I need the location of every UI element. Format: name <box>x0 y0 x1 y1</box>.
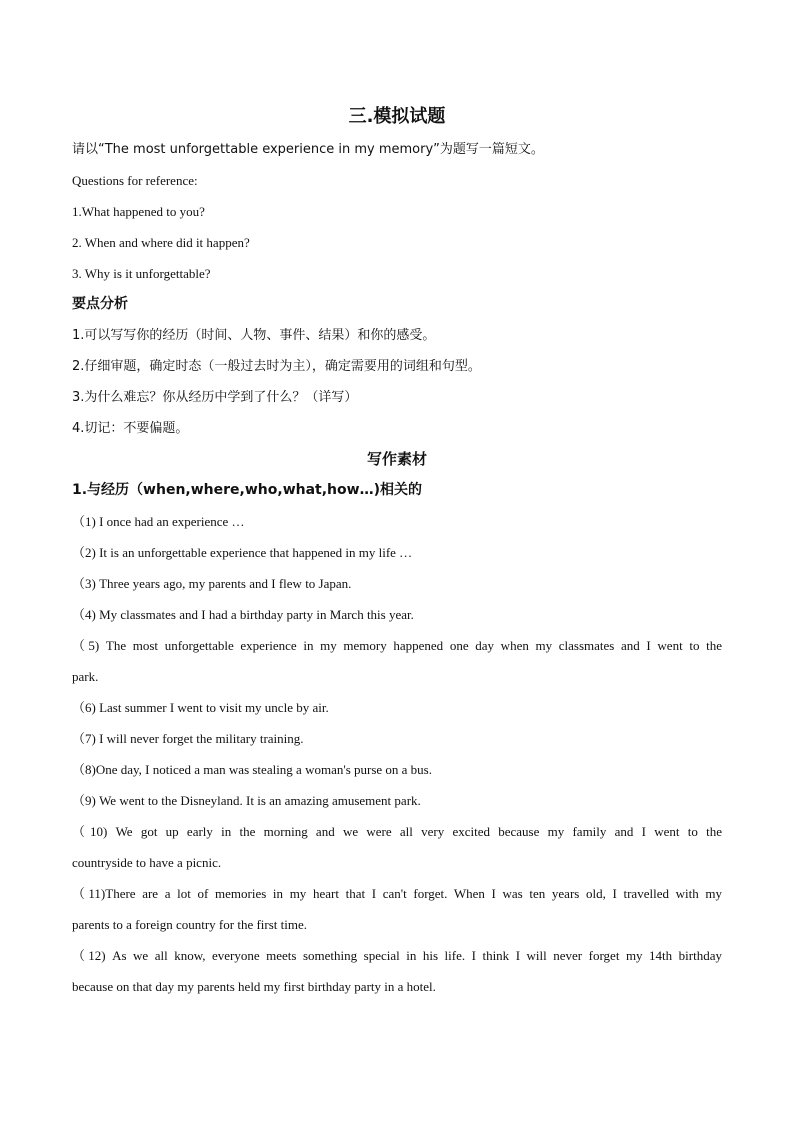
questions-heading: Questions for reference: <box>72 173 198 188</box>
sentence-10-line-2: countryside to have a picnic. <box>72 855 222 870</box>
sentence-1: （1) I once had an experience … <box>72 514 245 529</box>
sentence-8: （8)One day, I noticed a man was stealing a woman's purse on a bus. <box>72 762 432 777</box>
analysis-point-1: 1.可以写写你的经历（时间、人物、事件、结果）和你的感受。 <box>72 328 436 343</box>
sentence-5-line-2: park. <box>72 669 99 684</box>
sentence-9: （9) We went to the Disneyland. It is an amazing amusement park. <box>72 793 421 808</box>
analysis-point-4: 4.切记：不要偏题。 <box>72 421 189 436</box>
sentence-5-line-1: （5) The most unforgettable experience in my memory happened one day when my classmates and I went to the <box>72 638 722 653</box>
question-2: 2. When and where did it happen? <box>72 235 250 250</box>
sentence-6: （6) Last summer I went to visit my uncle by air. <box>72 700 329 715</box>
page-title: 三.模拟试题 <box>348 106 446 127</box>
materials-section-1-heading: 1.与经历（when,where,who,what,how…)相关的 <box>72 482 422 498</box>
question-1: 1.What happened to you? <box>72 204 205 219</box>
sentence-4: （4) My classmates and I had a birthday party in March this year. <box>72 607 414 622</box>
sentence-12-line-2: because on that day my parents held my first birthday party in a hotel. <box>72 979 436 994</box>
sentence-3: （3) Three years ago, my parents and I flew to Japan. <box>72 576 352 591</box>
sentence-12-line-1: （12) As we all know, everyone meets something special in his life. I think I will never forget my 14th birthday <box>72 948 722 963</box>
question-3: 3. Why is it unforgettable? <box>72 266 211 281</box>
writing-prompt: 请以“The most unforgettable experience in my memory”为题写一篇短文。 <box>72 142 544 157</box>
analysis-point-3: 3.为什么难忘？你从经历中学到了什么？（详写） <box>72 390 358 405</box>
sentence-11-line-2: parents to a foreign country for the first time. <box>72 917 308 932</box>
sentence-10-line-1: （10) We got up early in the morning and we were all very excited because my family and I went to the <box>72 824 722 839</box>
sentence-7: （7) I will never forget the military training. <box>72 731 304 746</box>
document-content <box>72 104 722 1002</box>
sentence-2: （2) It is an unforgettable experience that happened in my life … <box>72 545 413 560</box>
analysis-point-2: 2.仔细审题，确定时态（一般过去时为主），确定需要用的词组和句型。 <box>72 359 481 374</box>
sentence-11-line-1: （11)There are a lot of memories in my heart that I can't forget. When I was ten years old, I travelled with my <box>72 886 722 901</box>
materials-heading: 写作素材 <box>366 450 427 468</box>
analysis-heading: 要点分析 <box>72 296 128 312</box>
